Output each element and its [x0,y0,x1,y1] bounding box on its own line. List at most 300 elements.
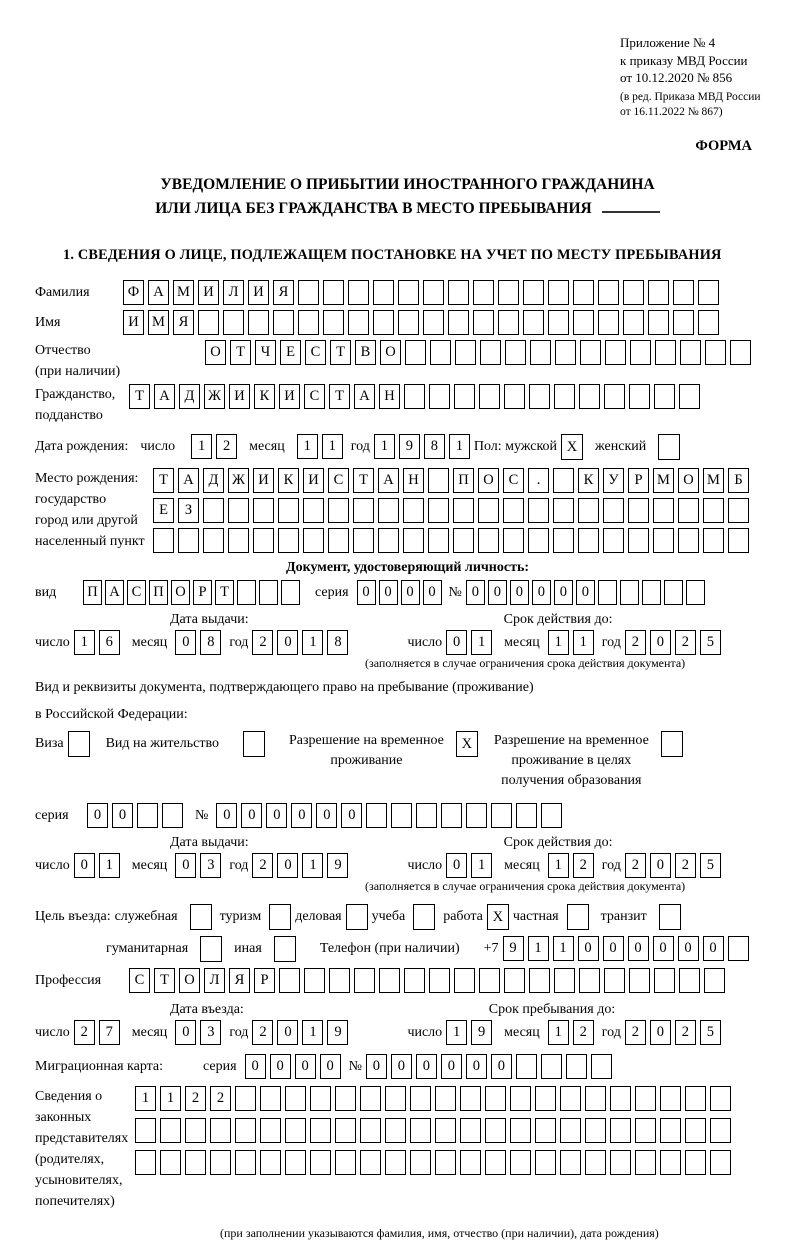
char-cell[interactable]: 0 [446,630,467,655]
char-cell[interactable]: Е [280,340,301,365]
char-cell[interactable]: 0 [491,1054,512,1079]
char-cell[interactable] [535,1118,556,1143]
char-cell[interactable] [435,1086,456,1111]
char-cell[interactable]: С [304,384,325,409]
char-cell[interactable] [285,1150,306,1175]
char-cell[interactable] [310,1118,331,1143]
char-cell[interactable] [679,968,700,993]
char-cell[interactable] [710,1150,731,1175]
char-cell[interactable] [460,1118,481,1143]
char-cell[interactable]: 1 [548,1020,569,1045]
char-cell[interactable] [360,1150,381,1175]
char-cell[interactable] [429,968,450,993]
char-cell[interactable] [710,1086,731,1111]
char-cell[interactable] [578,498,599,523]
char-cell[interactable] [579,968,600,993]
char-cell[interactable]: 1 [74,630,95,655]
char-cell[interactable] [323,280,344,305]
char-cell[interactable] [260,1118,281,1143]
char-cell[interactable] [323,310,344,335]
char-cell[interactable] [303,528,324,553]
char-cell[interactable] [510,1118,531,1143]
char-cell[interactable]: Р [254,968,275,993]
char-cell[interactable] [685,1118,706,1143]
char-cell[interactable] [279,968,300,993]
char-cell[interactable]: Т [215,580,234,605]
char-cell[interactable] [541,803,562,828]
char-cell[interactable] [303,498,324,523]
char-cell[interactable] [664,580,683,605]
purpose-official-checkbox[interactable] [190,904,212,930]
char-cell[interactable] [516,803,537,828]
char-cell[interactable] [560,1118,581,1143]
char-cell[interactable] [479,384,500,409]
char-cell[interactable]: В [355,340,376,365]
purpose-humanitarian-checkbox[interactable] [200,936,222,962]
char-cell[interactable]: С [328,468,349,493]
char-cell[interactable]: 2 [573,1020,594,1045]
char-cell[interactable] [548,280,569,305]
char-cell[interactable] [585,1150,606,1175]
char-cell[interactable]: Ч [255,340,276,365]
char-cell[interactable] [623,310,644,335]
char-cell[interactable]: 5 [700,630,721,655]
char-cell[interactable] [260,1150,281,1175]
char-cell[interactable]: 1 [573,630,594,655]
char-cell[interactable] [578,528,599,553]
char-cell[interactable]: 0 [423,580,442,605]
char-cell[interactable] [403,528,424,553]
char-cell[interactable]: П [453,468,474,493]
char-cell[interactable] [679,384,700,409]
char-cell[interactable]: 0 [441,1054,462,1079]
char-cell[interactable] [378,528,399,553]
char-cell[interactable] [642,580,661,605]
char-cell[interactable]: Б [728,468,749,493]
char-cell[interactable] [335,1086,356,1111]
char-cell[interactable]: 0 [650,630,671,655]
char-cell[interactable] [137,803,158,828]
char-cell[interactable]: 0 [510,580,529,605]
char-cell[interactable]: С [305,340,326,365]
char-cell[interactable] [628,528,649,553]
char-cell[interactable] [373,310,394,335]
char-cell[interactable] [353,498,374,523]
char-cell[interactable]: 1 [471,853,492,878]
char-cell[interactable] [654,384,675,409]
edu-permit-checkbox[interactable] [661,731,683,757]
char-cell[interactable]: 1 [191,434,212,459]
char-cell[interactable] [703,498,724,523]
char-cell[interactable] [460,1150,481,1175]
char-cell[interactable]: 1 [471,630,492,655]
char-cell[interactable]: Т [330,340,351,365]
residence-permit-checkbox[interactable] [243,731,265,757]
char-cell[interactable]: 0 [277,1020,298,1045]
char-cell[interactable] [404,968,425,993]
char-cell[interactable] [603,528,624,553]
char-cell[interactable] [453,498,474,523]
char-cell[interactable] [373,280,394,305]
char-cell[interactable]: Я [229,968,250,993]
char-cell[interactable] [598,280,619,305]
char-cell[interactable] [248,310,269,335]
purpose-other-checkbox[interactable] [274,936,296,962]
char-cell[interactable] [203,528,224,553]
char-cell[interactable] [441,803,462,828]
char-cell[interactable] [429,384,450,409]
char-cell[interactable]: 0 [74,853,95,878]
char-cell[interactable]: 2 [185,1086,206,1111]
char-cell[interactable] [686,580,705,605]
char-cell[interactable]: А [378,468,399,493]
char-cell[interactable]: 9 [503,936,524,961]
char-cell[interactable] [673,280,694,305]
char-cell[interactable] [153,528,174,553]
char-cell[interactable]: 1 [449,434,470,459]
char-cell[interactable] [553,468,574,493]
char-cell[interactable] [435,1118,456,1143]
char-cell[interactable] [505,340,526,365]
char-cell[interactable]: О [380,340,401,365]
char-cell[interactable]: 0 [112,803,133,828]
char-cell[interactable]: 0 [316,803,337,828]
char-cell[interactable]: 0 [245,1054,266,1079]
char-cell[interactable] [553,528,574,553]
char-cell[interactable] [728,936,749,961]
char-cell[interactable] [410,1086,431,1111]
char-cell[interactable]: 0 [466,1054,487,1079]
char-cell[interactable] [704,968,725,993]
char-cell[interactable] [698,310,719,335]
char-cell[interactable] [673,310,694,335]
char-cell[interactable] [353,528,374,553]
char-cell[interactable] [610,1118,631,1143]
char-cell[interactable]: 2 [252,630,273,655]
char-cell[interactable] [610,1086,631,1111]
char-cell[interactable]: 0 [576,580,595,605]
char-cell[interactable] [535,1086,556,1111]
char-cell[interactable]: . [528,468,549,493]
char-cell[interactable] [237,580,256,605]
char-cell[interactable]: Т [154,968,175,993]
char-cell[interactable] [678,498,699,523]
char-cell[interactable] [660,1150,681,1175]
char-cell[interactable] [410,1150,431,1175]
char-cell[interactable]: 1 [302,630,323,655]
char-cell[interactable]: 1 [297,434,318,459]
char-cell[interactable]: 0 [295,1054,316,1079]
char-cell[interactable]: М [703,468,724,493]
char-cell[interactable]: Т [353,468,374,493]
char-cell[interactable] [635,1086,656,1111]
char-cell[interactable]: 0 [241,803,262,828]
char-cell[interactable] [498,310,519,335]
char-cell[interactable] [498,280,519,305]
char-cell[interactable]: К [254,384,275,409]
char-cell[interactable]: 2 [675,630,696,655]
char-cell[interactable] [210,1118,231,1143]
char-cell[interactable] [304,968,325,993]
char-cell[interactable] [685,1086,706,1111]
char-cell[interactable]: 0 [603,936,624,961]
char-cell[interactable]: 8 [200,630,221,655]
char-cell[interactable]: 1 [446,1020,467,1045]
char-cell[interactable]: У [603,468,624,493]
char-cell[interactable] [510,1086,531,1111]
char-cell[interactable] [516,1054,537,1079]
char-cell[interactable]: 1 [548,630,569,655]
purpose-business-checkbox[interactable] [346,904,368,930]
char-cell[interactable]: З [178,498,199,523]
char-cell[interactable] [455,340,476,365]
char-cell[interactable]: О [478,468,499,493]
char-cell[interactable]: Л [223,280,244,305]
char-cell[interactable] [460,1086,481,1111]
char-cell[interactable] [573,280,594,305]
char-cell[interactable]: 0 [628,936,649,961]
char-cell[interactable]: 0 [270,1054,291,1079]
char-cell[interactable]: 1 [548,853,569,878]
char-cell[interactable] [210,1150,231,1175]
char-cell[interactable] [541,1054,562,1079]
char-cell[interactable] [528,498,549,523]
char-cell[interactable]: И [248,280,269,305]
char-cell[interactable] [435,1150,456,1175]
char-cell[interactable] [360,1118,381,1143]
char-cell[interactable] [504,968,525,993]
char-cell[interactable] [285,1086,306,1111]
char-cell[interactable]: Ж [228,468,249,493]
char-cell[interactable] [428,528,449,553]
char-cell[interactable]: Д [203,468,224,493]
char-cell[interactable] [160,1150,181,1175]
char-cell[interactable] [454,384,475,409]
char-cell[interactable] [404,384,425,409]
char-cell[interactable]: Н [379,384,400,409]
char-cell[interactable]: О [179,968,200,993]
char-cell[interactable] [260,1086,281,1111]
char-cell[interactable]: 0 [277,630,298,655]
char-cell[interactable] [529,384,550,409]
char-cell[interactable]: 2 [252,1020,273,1045]
char-cell[interactable]: 0 [357,580,376,605]
char-cell[interactable]: 2 [625,853,646,878]
char-cell[interactable] [485,1150,506,1175]
char-cell[interactable] [160,1118,181,1143]
char-cell[interactable]: Д [179,384,200,409]
char-cell[interactable] [403,498,424,523]
char-cell[interactable]: А [354,384,375,409]
sex-male-checkbox[interactable]: X [561,434,583,460]
char-cell[interactable]: Т [329,384,350,409]
char-cell[interactable] [410,1118,431,1143]
char-cell[interactable]: Т [153,468,174,493]
char-cell[interactable]: 0 [650,1020,671,1045]
char-cell[interactable] [604,968,625,993]
char-cell[interactable] [416,803,437,828]
char-cell[interactable]: 0 [554,580,573,605]
char-cell[interactable] [648,310,669,335]
char-cell[interactable] [473,310,494,335]
char-cell[interactable]: 9 [327,853,348,878]
char-cell[interactable]: 0 [175,630,196,655]
char-cell[interactable]: О [205,340,226,365]
char-cell[interactable]: 0 [650,853,671,878]
char-cell[interactable]: 0 [291,803,312,828]
char-cell[interactable] [162,803,183,828]
char-cell[interactable]: 1 [135,1086,156,1111]
char-cell[interactable] [298,310,319,335]
char-cell[interactable] [253,528,274,553]
char-cell[interactable]: И [253,468,274,493]
char-cell[interactable] [523,280,544,305]
char-cell[interactable]: 0 [678,936,699,961]
char-cell[interactable]: 8 [424,434,445,459]
char-cell[interactable]: 0 [488,580,507,605]
char-cell[interactable] [605,340,626,365]
char-cell[interactable]: 8 [327,630,348,655]
char-cell[interactable]: 2 [573,853,594,878]
char-cell[interactable] [585,1086,606,1111]
char-cell[interactable] [328,498,349,523]
char-cell[interactable]: 2 [675,1020,696,1045]
char-cell[interactable]: О [678,468,699,493]
purpose-tourism-checkbox[interactable] [269,904,291,930]
purpose-work-checkbox[interactable]: X [487,904,509,930]
char-cell[interactable] [278,498,299,523]
char-cell[interactable] [360,1086,381,1111]
char-cell[interactable] [660,1086,681,1111]
char-cell[interactable]: 0 [401,580,420,605]
char-cell[interactable] [385,1086,406,1111]
char-cell[interactable] [285,1118,306,1143]
char-cell[interactable] [680,340,701,365]
char-cell[interactable] [566,1054,587,1079]
char-cell[interactable] [423,310,444,335]
char-cell[interactable] [430,340,451,365]
char-cell[interactable] [604,384,625,409]
char-cell[interactable]: К [278,468,299,493]
char-cell[interactable] [398,280,419,305]
char-cell[interactable] [503,498,524,523]
char-cell[interactable] [560,1150,581,1175]
char-cell[interactable]: П [149,580,168,605]
char-cell[interactable]: 9 [327,1020,348,1045]
char-cell[interactable] [423,280,444,305]
char-cell[interactable] [354,968,375,993]
char-cell[interactable]: 2 [210,1086,231,1111]
char-cell[interactable] [198,310,219,335]
char-cell[interactable]: 0 [320,1054,341,1079]
char-cell[interactable]: 0 [366,1054,387,1079]
char-cell[interactable] [554,384,575,409]
char-cell[interactable]: М [173,280,194,305]
char-cell[interactable]: 1 [160,1086,181,1111]
char-cell[interactable]: 3 [200,853,221,878]
char-cell[interactable] [203,498,224,523]
temp-permit-checkbox[interactable]: X [456,731,478,757]
char-cell[interactable] [398,310,419,335]
char-cell[interactable] [235,1118,256,1143]
char-cell[interactable]: 0 [277,853,298,878]
char-cell[interactable] [523,310,544,335]
char-cell[interactable] [620,580,639,605]
char-cell[interactable] [428,498,449,523]
char-cell[interactable] [479,968,500,993]
char-cell[interactable] [629,384,650,409]
char-cell[interactable] [466,803,487,828]
char-cell[interactable] [623,280,644,305]
char-cell[interactable] [555,340,576,365]
char-cell[interactable]: Н [403,468,424,493]
char-cell[interactable] [529,968,550,993]
char-cell[interactable]: 9 [471,1020,492,1045]
char-cell[interactable] [653,498,674,523]
char-cell[interactable] [530,340,551,365]
char-cell[interactable] [610,1150,631,1175]
char-cell[interactable] [728,528,749,553]
char-cell[interactable] [478,498,499,523]
char-cell[interactable] [580,340,601,365]
char-cell[interactable] [480,340,501,365]
char-cell[interactable]: 7 [99,1020,120,1045]
char-cell[interactable]: 0 [175,853,196,878]
char-cell[interactable]: А [105,580,124,605]
char-cell[interactable] [273,310,294,335]
char-cell[interactable]: 0 [216,803,237,828]
char-cell[interactable] [510,1150,531,1175]
char-cell[interactable] [685,1150,706,1175]
char-cell[interactable]: 3 [200,1020,221,1045]
sex-female-checkbox[interactable] [658,434,680,460]
char-cell[interactable]: М [653,468,674,493]
char-cell[interactable]: 0 [266,803,287,828]
char-cell[interactable]: 1 [322,434,343,459]
char-cell[interactable]: 0 [391,1054,412,1079]
purpose-study-checkbox[interactable] [413,904,435,930]
char-cell[interactable] [598,580,617,605]
char-cell[interactable]: И [229,384,250,409]
char-cell[interactable]: 0 [466,580,485,605]
char-cell[interactable] [728,498,749,523]
char-cell[interactable]: К [578,468,599,493]
char-cell[interactable]: Я [173,310,194,335]
char-cell[interactable] [503,528,524,553]
char-cell[interactable] [448,310,469,335]
char-cell[interactable]: 2 [216,434,237,459]
char-cell[interactable]: 0 [416,1054,437,1079]
char-cell[interactable]: 1 [553,936,574,961]
char-cell[interactable] [178,528,199,553]
char-cell[interactable] [379,968,400,993]
char-cell[interactable]: Т [230,340,251,365]
char-cell[interactable] [554,968,575,993]
char-cell[interactable] [485,1118,506,1143]
char-cell[interactable]: Е [153,498,174,523]
char-cell[interactable] [385,1118,406,1143]
char-cell[interactable] [366,803,387,828]
char-cell[interactable] [710,1118,731,1143]
char-cell[interactable] [453,528,474,553]
char-cell[interactable] [678,528,699,553]
char-cell[interactable] [405,340,426,365]
char-cell[interactable] [635,1150,656,1175]
char-cell[interactable]: Ф [123,280,144,305]
char-cell[interactable]: Ж [204,384,225,409]
char-cell[interactable]: 2 [252,853,273,878]
char-cell[interactable]: 5 [700,853,721,878]
